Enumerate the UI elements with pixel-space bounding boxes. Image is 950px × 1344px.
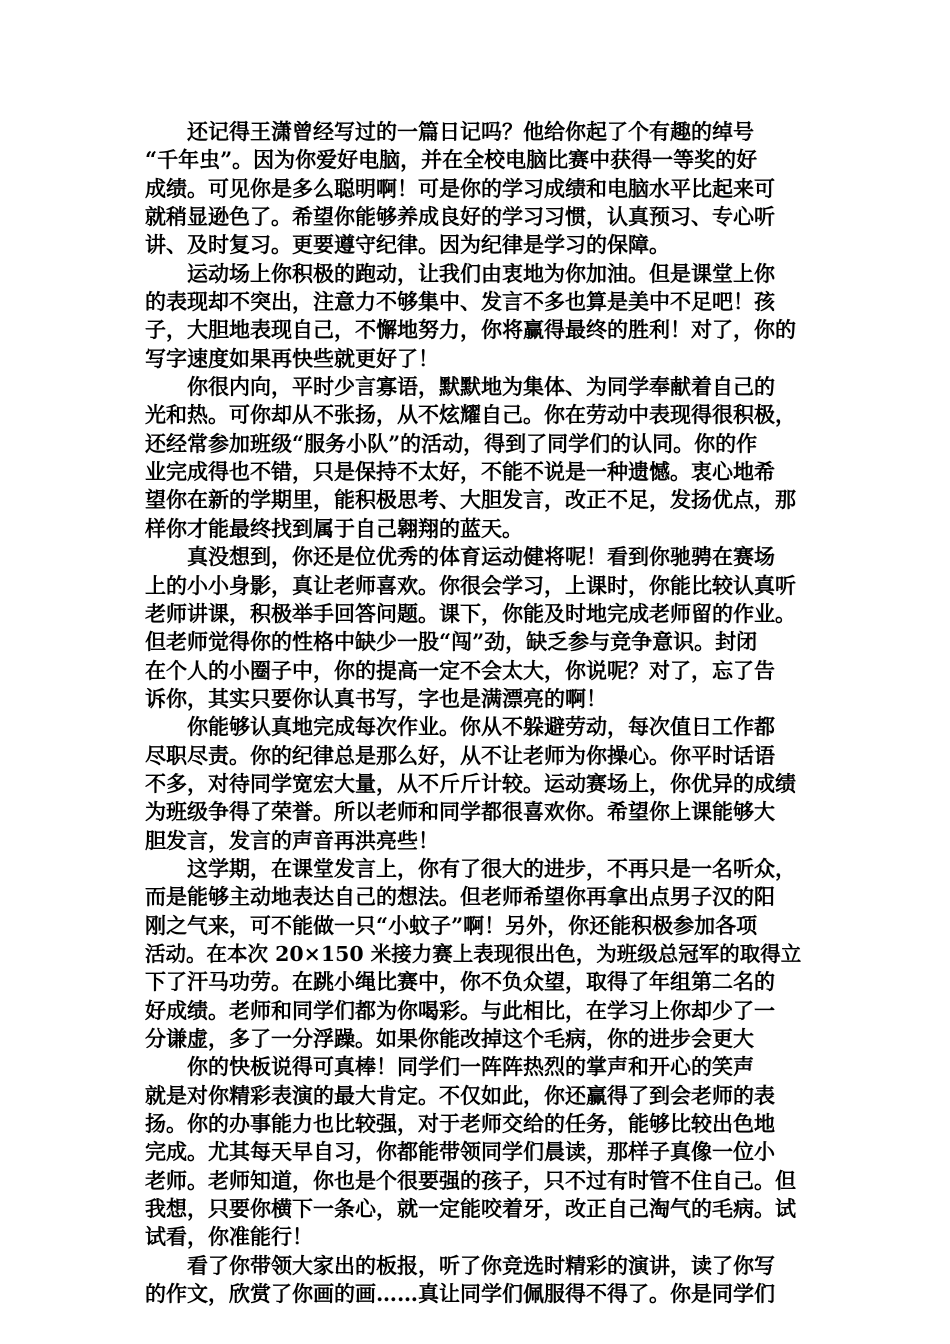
text-line: 好成绩。老师和同学们都为你喝彩。与此相比，在学习上你却少了一 <box>145 997 775 1023</box>
text-line: 望你在新的学期里，能积极思考、大胆发言，改正不足，发扬优点，那 <box>145 487 796 513</box>
text-line: 业完成得也不错，只是保持不太好，不能不说是一种遗憾。衷心地希 <box>145 459 775 485</box>
text-line: 完成。尤其每天早自习，你都能带领同学们晨读，那样子真像一位小 <box>145 1139 775 1165</box>
text-line: 刚之气来，可不能做一只“小蚊子”啊！另外，你还能积极参加各项 <box>145 912 758 938</box>
text-line: 不多，对待同学宽宏大量，从不斤斤计较。运动赛场上，你优异的成绩 <box>145 770 796 796</box>
paragraph-first-line: 你的快板说得可真棒！同学们一阵阵热烈的掌声和开心的笑声 <box>187 1054 754 1080</box>
text-line: 还经常参加班级“服务小队”的活动，得到了同学们的认同。你的作 <box>145 430 758 456</box>
text-line: 我想，只要你横下一条心，就一定能咬着牙，改正自己淘气的毛病。试 <box>145 1196 796 1222</box>
text-line: 光和热。可你却从不张扬，从不炫耀自己。你在劳动中表现得很积极， <box>145 402 796 428</box>
paragraph-first-line: 这学期，在课堂发言上，你有了很大的进步，不再只是一名听众， <box>187 855 796 881</box>
text-line: 老师讲课，积极举手回答问题。课下，你能及时地完成老师留的作业。 <box>145 600 796 626</box>
text-line: 子，大胆地表现自己，不懈地努力，你将赢得最终的胜利！对了，你的 <box>145 317 796 343</box>
text-line: “千年虫”。因为你爱好电脑，并在全校电脑比赛中获得一等奖的好 <box>145 147 758 173</box>
text-line: 在个人的小圈子中，你的提高一定不会太大，你说呢？对了，忘了告 <box>145 657 775 683</box>
text-line: 上的小小身影，真让老师喜欢。你很会学习，上课时，你能比较认真听 <box>145 572 796 598</box>
text-line: 的作文，欣赏了你画的画……真让同学们佩服得不得了。你是同学们 <box>145 1281 775 1307</box>
text-line: 就稍显逊色了。希望你能够养成良好的学习习惯，认真预习、专心听 <box>145 204 775 230</box>
text-line: 样你才能最终找到属于自己翱翔的蓝天。 <box>145 515 523 541</box>
text-line: 试看，你准能行！ <box>145 1224 313 1250</box>
document-body <box>145 118 810 1308</box>
text-line: 诉你，其实只要你认真书写，字也是满漂亮的啊！ <box>145 685 607 711</box>
paragraph-first-line: 真没想到，你还是位优秀的体育运动健将呢！看到你驰骋在赛场 <box>187 544 775 570</box>
text-line: 扬。你的办事能力也比较强，对于老师交给的任务，能够比较出色地 <box>145 1111 775 1137</box>
text-line: 尽职尽责。你的纪律总是那么好，从不让老师为你操心。你平时话语 <box>145 742 775 768</box>
text-line: 老师。老师知道，你也是个很要强的孩子，只不过有时管不住自己。但 <box>145 1167 796 1193</box>
text-line: 写字速度如果再快些就更好了！ <box>145 345 439 371</box>
text-line: 就是对你精彩表演的最大肯定。不仅如此，你还赢得了到会老师的表 <box>145 1082 775 1108</box>
paragraph-first-line: 运动场上你积极的跑动，让我们由衷地为你加油。但是课堂上你 <box>187 260 775 286</box>
paragraph-first-line: 看了你带领大家出的板报，听了你竞选时精彩的演讲，读了你写 <box>187 1252 775 1278</box>
text-line: 胆发言，发言的声音再洪亮些！ <box>145 827 439 853</box>
text-line: 而是能够主动地表达自己的想法。但老师希望你再拿出点男子汉的阳 <box>145 884 775 910</box>
text-line: 的表现却不突出，注意力不够集中、发言不多也算是美中不足吧！孩 <box>145 289 775 315</box>
text-line: 成绩。可见你是多么聪明啊！可是你的学习成绩和电脑水平比起来可 <box>145 175 775 201</box>
text-line: 分谦虚，多了一分浮躁。如果你能改掉这个毛病，你的进步会更大 <box>145 1026 754 1051</box>
paragraph-first-line: 还记得王潇曾经写过的一篇日记吗？他给你起了个有趣的绰号 <box>187 119 754 144</box>
text-line: 讲、及时复习。更要遵守纪律。因为纪律是学习的保障。 <box>145 232 670 258</box>
paragraph-first-line: 你能够认真地完成每次作业。你从不躲避劳动，每次值日工作都 <box>187 714 775 740</box>
text-line: 为班级争得了荣誉。所以老师和同学都很喜欢你。希望你上课能够大 <box>145 799 775 825</box>
text-line: 活动。在本次 20×150 米接力赛上表现很出色，为班级总冠军的取得立 <box>145 941 802 966</box>
text-line: 但老师觉得你的性格中缺少一股“闯”劲，缺乏参与竞争意识。封闭 <box>145 629 758 655</box>
paragraph-first-line: 你很内向，平时少言寡语，默默地为集体、为同学奉献着自己的 <box>187 374 775 400</box>
text-line: 下了汗马功劳。在跳小绳比赛中，你不负众望，取得了年组第二名的 <box>145 969 775 995</box>
